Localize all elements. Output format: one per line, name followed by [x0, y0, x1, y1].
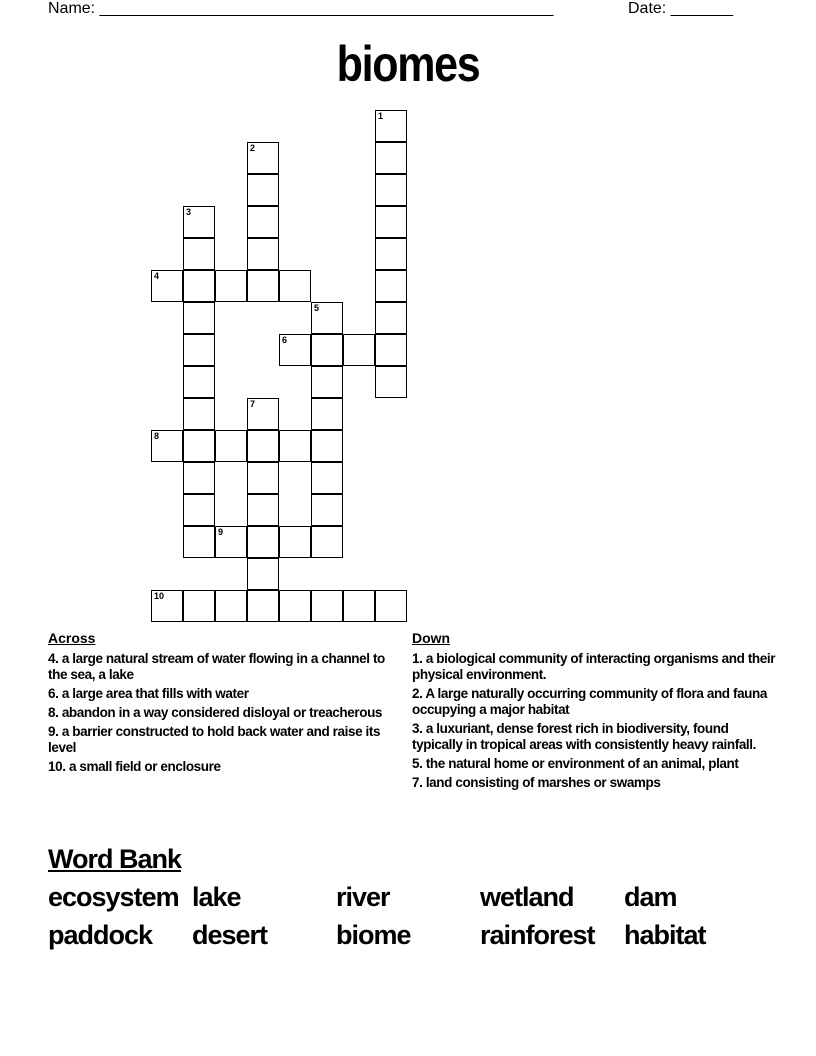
clue-text: a luxuriant, dense forest rich in biodiversity, found typically in tropical areas with consistently heavy rainfall.: [412, 721, 756, 752]
clue-number-label: 5: [314, 303, 320, 313]
crossword-cell[interactable]: [375, 590, 407, 622]
crossword-cell[interactable]: [247, 206, 279, 238]
clue-text: a small field or enclosure: [68, 759, 221, 774]
down-clue: [412, 775, 782, 791]
word-bank-word: river: [336, 882, 390, 912]
crossword-cell[interactable]: [183, 430, 215, 462]
crossword-cell[interactable]: [375, 174, 407, 206]
crossword-cell[interactable]: [247, 270, 279, 302]
across-clue: [48, 705, 388, 721]
crossword-cell[interactable]: [247, 590, 279, 622]
crossword-cell[interactable]: [183, 238, 215, 270]
clue-number: 8.: [48, 705, 59, 720]
across-clue: [48, 686, 388, 702]
crossword-cell[interactable]: [279, 430, 311, 462]
crossword-cell[interactable]: [215, 430, 247, 462]
crossword-cell[interactable]: [375, 302, 407, 334]
crossword-cell[interactable]: [279, 526, 311, 558]
crossword-cell[interactable]: [151, 430, 183, 462]
clue-number: 2.: [412, 686, 423, 701]
crossword-cell[interactable]: [375, 142, 407, 174]
crossword-cell[interactable]: [279, 270, 311, 302]
crossword-cell[interactable]: [375, 334, 407, 366]
clue-text: a large area that fills with water: [61, 686, 249, 701]
word-bank-word: habitat: [624, 920, 706, 950]
crossword-cell[interactable]: [183, 334, 215, 366]
crossword-cell[interactable]: [311, 302, 343, 334]
crossword-cell[interactable]: [311, 494, 343, 526]
crossword-cell[interactable]: [183, 302, 215, 334]
crossword-cell[interactable]: [311, 366, 343, 398]
across-clue: [48, 759, 388, 775]
clue-number-label: 8: [154, 431, 160, 441]
crossword-cell[interactable]: [183, 462, 215, 494]
clue-text: a biological community of interacting organisms and their physical environment.: [412, 651, 776, 682]
crossword-cell[interactable]: [279, 590, 311, 622]
clue-number: 4.: [48, 651, 59, 666]
clue-number: 5.: [412, 756, 423, 771]
crossword-cell[interactable]: [215, 590, 247, 622]
crossword-cell[interactable]: [375, 238, 407, 270]
crossword-cell[interactable]: [375, 270, 407, 302]
crossword-cell[interactable]: [375, 206, 407, 238]
across-clue: [48, 724, 388, 756]
date-field-line: Date: _______: [628, 0, 733, 17]
crossword-cell[interactable]: [375, 366, 407, 398]
crossword-cell[interactable]: [183, 398, 215, 430]
clue-number: 7.: [412, 775, 423, 790]
crossword-cell[interactable]: [311, 430, 343, 462]
clue-text: a barrier constructed to hold back water and raise its level: [48, 724, 381, 755]
crossword-cell[interactable]: [375, 110, 407, 142]
clue-number-label: 10: [154, 591, 165, 601]
crossword-cell[interactable]: [247, 430, 279, 462]
crossword-cell[interactable]: [279, 334, 311, 366]
word-bank-word: biome: [336, 920, 411, 950]
name-field-line: Name: ___________________________________________________: [48, 0, 554, 17]
down-clue: [412, 721, 782, 753]
clue-number-label: 9: [218, 527, 224, 537]
crossword-cell[interactable]: [247, 558, 279, 590]
across-clue: [48, 651, 388, 683]
page-title: biomes: [336, 36, 480, 92]
word-bank-word: dam: [624, 882, 677, 912]
word-bank-word: paddock: [48, 920, 153, 950]
crossword-cell[interactable]: [311, 398, 343, 430]
crossword-cell[interactable]: [247, 462, 279, 494]
crossword-cell[interactable]: [343, 590, 375, 622]
word-bank-word: lake: [192, 882, 241, 912]
crossword-cell[interactable]: [215, 526, 247, 558]
word-bank-word: wetland: [480, 882, 574, 912]
clue-number: 10.: [48, 759, 66, 774]
clue-number-label: 3: [186, 207, 192, 217]
clue-number: 1.: [412, 651, 423, 666]
clue-number-label: 4: [154, 271, 160, 281]
down-clues: [412, 628, 782, 791]
word-bank-word: ecosystem: [48, 882, 179, 912]
clue-number: 6.: [48, 686, 59, 701]
crossword-cell[interactable]: [247, 494, 279, 526]
crossword-cell[interactable]: [247, 526, 279, 558]
clue-number: 9.: [48, 724, 59, 739]
word-bank-word: rainforest: [480, 920, 595, 950]
down-clue: [412, 756, 782, 772]
crossword-cell[interactable]: [247, 238, 279, 270]
crossword-cell[interactable]: [183, 494, 215, 526]
clue-number-label: 2: [250, 143, 256, 153]
clue-text: A large naturally occurring community of flora and fauna occupying a major habitat: [412, 686, 767, 717]
clue-number-label: 7: [250, 399, 256, 409]
crossword-cell[interactable]: [247, 398, 279, 430]
crossword-cell[interactable]: [151, 590, 183, 622]
clue-text: a large natural stream of water flowing in a channel to the sea, a lake: [48, 651, 385, 682]
word-bank-title: Word Bank: [48, 844, 182, 874]
across-heading: Across: [48, 630, 96, 646]
down-clue: [412, 651, 782, 683]
crossword-cell[interactable]: [215, 270, 247, 302]
down-clue: [412, 686, 782, 718]
clue-number: 3.: [412, 721, 423, 736]
clue-text: abandon in a way considered disloyal or treacherous: [61, 705, 383, 720]
clue-number-label: 6: [282, 335, 288, 345]
crossword-cell[interactable]: [343, 334, 375, 366]
crossword-cell[interactable]: [183, 526, 215, 558]
crossword-cell[interactable]: [183, 270, 215, 302]
down-heading: Down: [412, 630, 451, 646]
crossword-cell[interactable]: [311, 334, 343, 366]
crossword-cell[interactable]: [311, 462, 343, 494]
crossword-cell[interactable]: [247, 142, 279, 174]
clue-text: land consisting of marshes or swamps: [425, 775, 661, 790]
crossword-cell[interactable]: [311, 526, 343, 558]
crossword-cell[interactable]: [183, 590, 215, 622]
crossword-cell[interactable]: [183, 366, 215, 398]
crossword-cell[interactable]: [151, 270, 183, 302]
word-bank: [48, 880, 788, 952]
crossword-cell[interactable]: [183, 206, 215, 238]
crossword-cell[interactable]: [247, 174, 279, 206]
word-bank-word: desert: [192, 920, 268, 950]
crossword-cell[interactable]: [311, 590, 343, 622]
clue-number-label: 1: [378, 111, 384, 121]
across-clues: [48, 628, 388, 775]
clue-text: the natural home or environment of an animal, plant: [425, 756, 739, 771]
